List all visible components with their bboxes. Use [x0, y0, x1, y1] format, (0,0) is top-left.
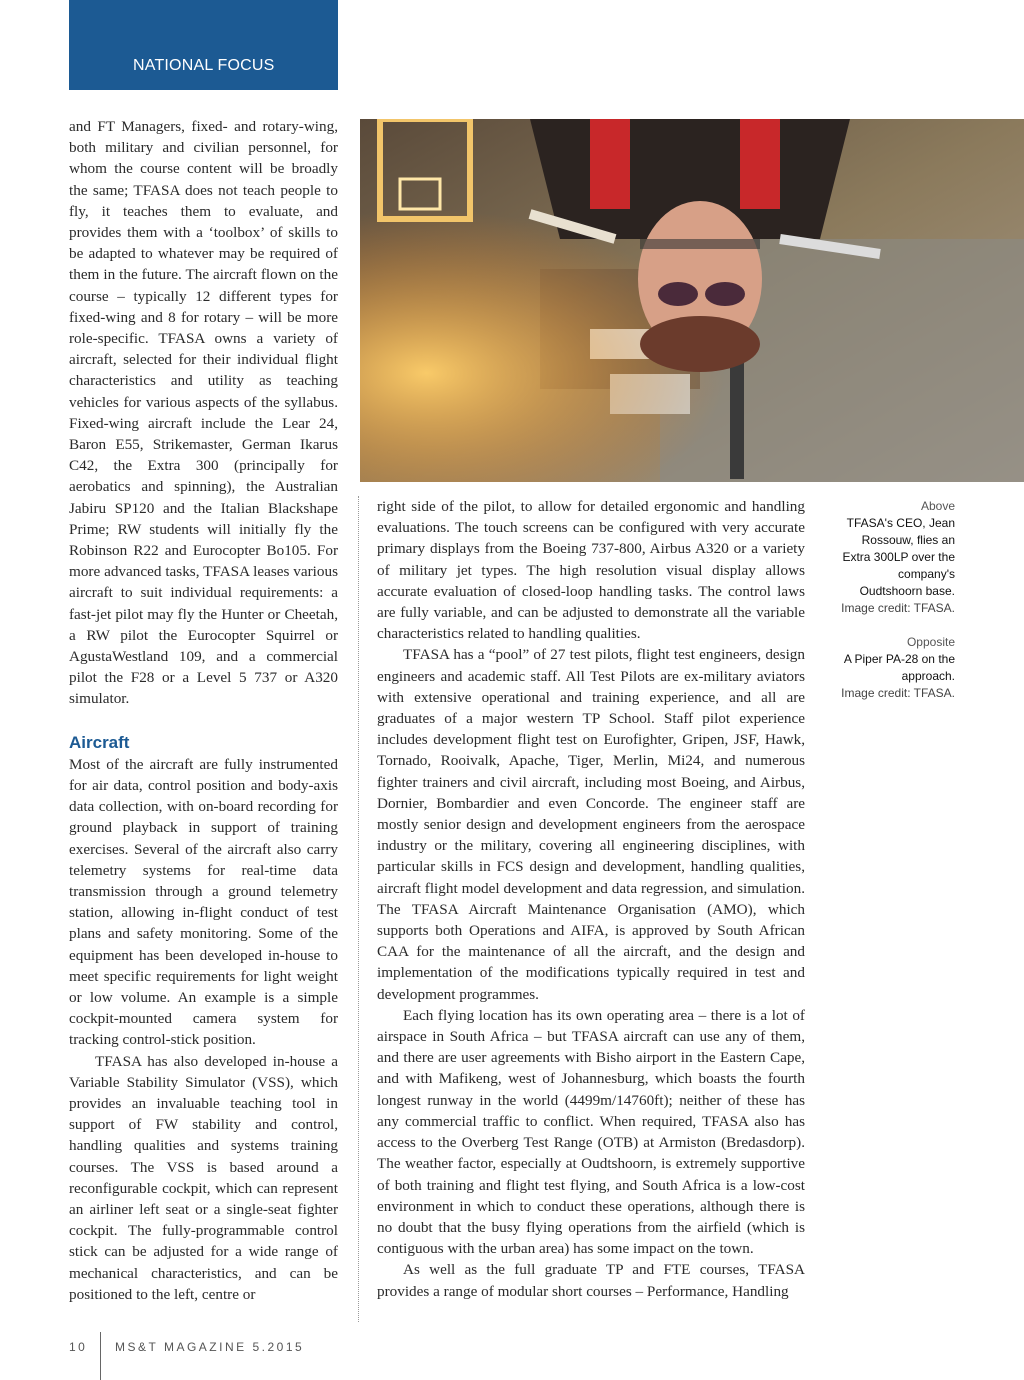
caption-credit: Image credit: TFASA. [841, 686, 955, 700]
section-header [69, 0, 338, 90]
section-heading-aircraft: Aircraft [69, 732, 130, 752]
section-title: NATIONAL FOCUS [133, 57, 275, 74]
column-divider [358, 496, 359, 1322]
article-column-1 [69, 116, 338, 1305]
body-paragraph: TFASA has a “pool” of 27 test pilots, flight test engineers, design engineers and academic staff. All Test Pilots are ex-military aviators with extensive operational and training experience, and all are graduates of a major western TP School. Staff pilot experience includes development flight test on Eurofighter, Gripen, JSF, Hawk, Tornado, Rooivalk, Apache, Tiger, Merlin, Mi24, and numerous fighter trainers and civil aircraft, including most Boeing, and Airbus, Dornier, Bombardier and even Concorde. The engineer staff are mostly senior design and development engineers from the aerospace industry or the military, covering all engineering disciplines, with particular skills in FCS design and development, handling qualities, aircraft flight model development and data regression, and simulation. The TFASA Aircraft Maintenance Organisation (AMO), which supports both Operations and AIFA, is approved by South African CAA for the maintenance of all the aircraft, and the design and implementation of the modifications typically required in test and development programmes. [377, 646, 805, 1003]
caption-above [833, 498, 955, 617]
caption-opposite [833, 634, 955, 702]
article-column-2 [377, 496, 805, 1302]
body-paragraph: TFASA has also developed in-house a Variable Stability Simulator (VSS), which provides an invaluable teaching tool in support of FW stability and control, handling qualities and systems training courses. The VSS is based around a reconfigurable cockpit, which can represent an airliner left seat or a single-seat fighter cockpit. The fully-programmable control stick can be adjusted for a wide range of mechanical characteristics, and can be positioned to the left, centre or [69, 1052, 338, 1303]
body-paragraph: As well as the full graduate TP and FTE courses, TFASA provides a range of modular short courses – Performance, Handling [377, 1261, 805, 1300]
cockpit-photo [360, 119, 1024, 482]
cockpit-photo-illustration [360, 119, 1024, 482]
magazine-name: MS&T MAGAZINE [115, 1340, 247, 1354]
footer-rule [100, 1332, 101, 1380]
footer-magazine [115, 1340, 304, 1354]
caption-text: A Piper PA-28 on the approach. [843, 652, 955, 683]
body-paragraph: Most of the aircraft are fully instrumented for air data, control position and body-axis data collection, with on-board recording for ground playback in support of training exercises. Several of the aircraft also carry telemetry systems for real-time data transmission through a ground telemetry station, allowing in-flight conduct of test plans and safety monitoring. Some of the equipment has been developed in-house to meet specific requirements for light weight or low volume. An example is a simple cockpit-mounted camera system for tracking control-stick position. [69, 755, 338, 1049]
page-number: 10 [69, 1340, 88, 1354]
caption-label: Above [920, 499, 955, 513]
body-paragraph: Each flying location has its own operating area – there is a lot of airspace in South Africa – but TFASA aircraft can use any of them, and there are user agreements with Bisho airport in the Eastern Cape, and with Mafikeng, west of Johannesburg, which boasts the fourth longest runway in the world (4499m/14760ft); neither of these has any commercial traffic to conflict. When required, TFASA also has access to the Overberg Test Range (OTB) at Armiston (Bredasdorp). The weather factor, especially at Oudtshoorn, is extremely supportive of both training and flight test flying, and South Africa is a low-cost environment in which to conduct these operations, although there is no doubt that the busy flying operations from the airfield (which is contiguous with the urban area) has some impact on the town. [377, 1006, 805, 1258]
caption-label: Opposite [906, 635, 955, 649]
caption-credit: Image credit: TFASA. [841, 601, 955, 615]
body-paragraph: and FT Managers, fixed- and rotary-wing, both military and civilian personnel, for whom the course content will be broadly the same; TFASA does not teach people to fly, it teaches them to evaluate, and provides them with a ‘toolbox’ of skills to be adapted to whatever may be required of them in the future. The aircraft flown on the course – typically 12 different types for fixed-wing and 8 for rotary – will be more role-specific. TFASA owns a variety of aircraft, selected for their individual flight characteristics and utility as teaching vehicles for various aspects of the syllabus. Fixed-wing aircraft include the Lear 24, Baron E55, Strikemaster, German Ikarus C42, the Extra 300 (principally for aerobatics and spinning), the Australian Jabiru SP120 and the Italian Blackshape Prime; RW students will initially fly the Robinson R22 and Eurocopter Bo105. For more advanced tasks, TFASA leases various aircraft to suit individual requirements: a fast-jet pilot may fly the Hunter or Cheetah, a RW pilot the Eurocopter Squirrel or AgustaWestland 109, and a commercial pilot the F28 or a Level 5 737 or A320 simulator. [69, 118, 338, 708]
caption-text: TFASA's CEO, Jean Rossouw, flies an Extra 300LP over the company's Oudtshoorn base. [842, 516, 955, 598]
issue-number: 5.2015 [252, 1340, 305, 1354]
body-paragraph: right side of the pilot, to allow for detailed ergonomic and handling evaluations. The touch screens can be configured with very accurate primary displays from the Boeing 737-800, Airbus A320 or a variety of military jet types. The high resolution visual display allows accurate evaluation of closed-loop handling tasks. The control laws are fully variable, and can be adjusted to demonstrate all the variable characteristics related to handling qualities. [377, 498, 805, 643]
